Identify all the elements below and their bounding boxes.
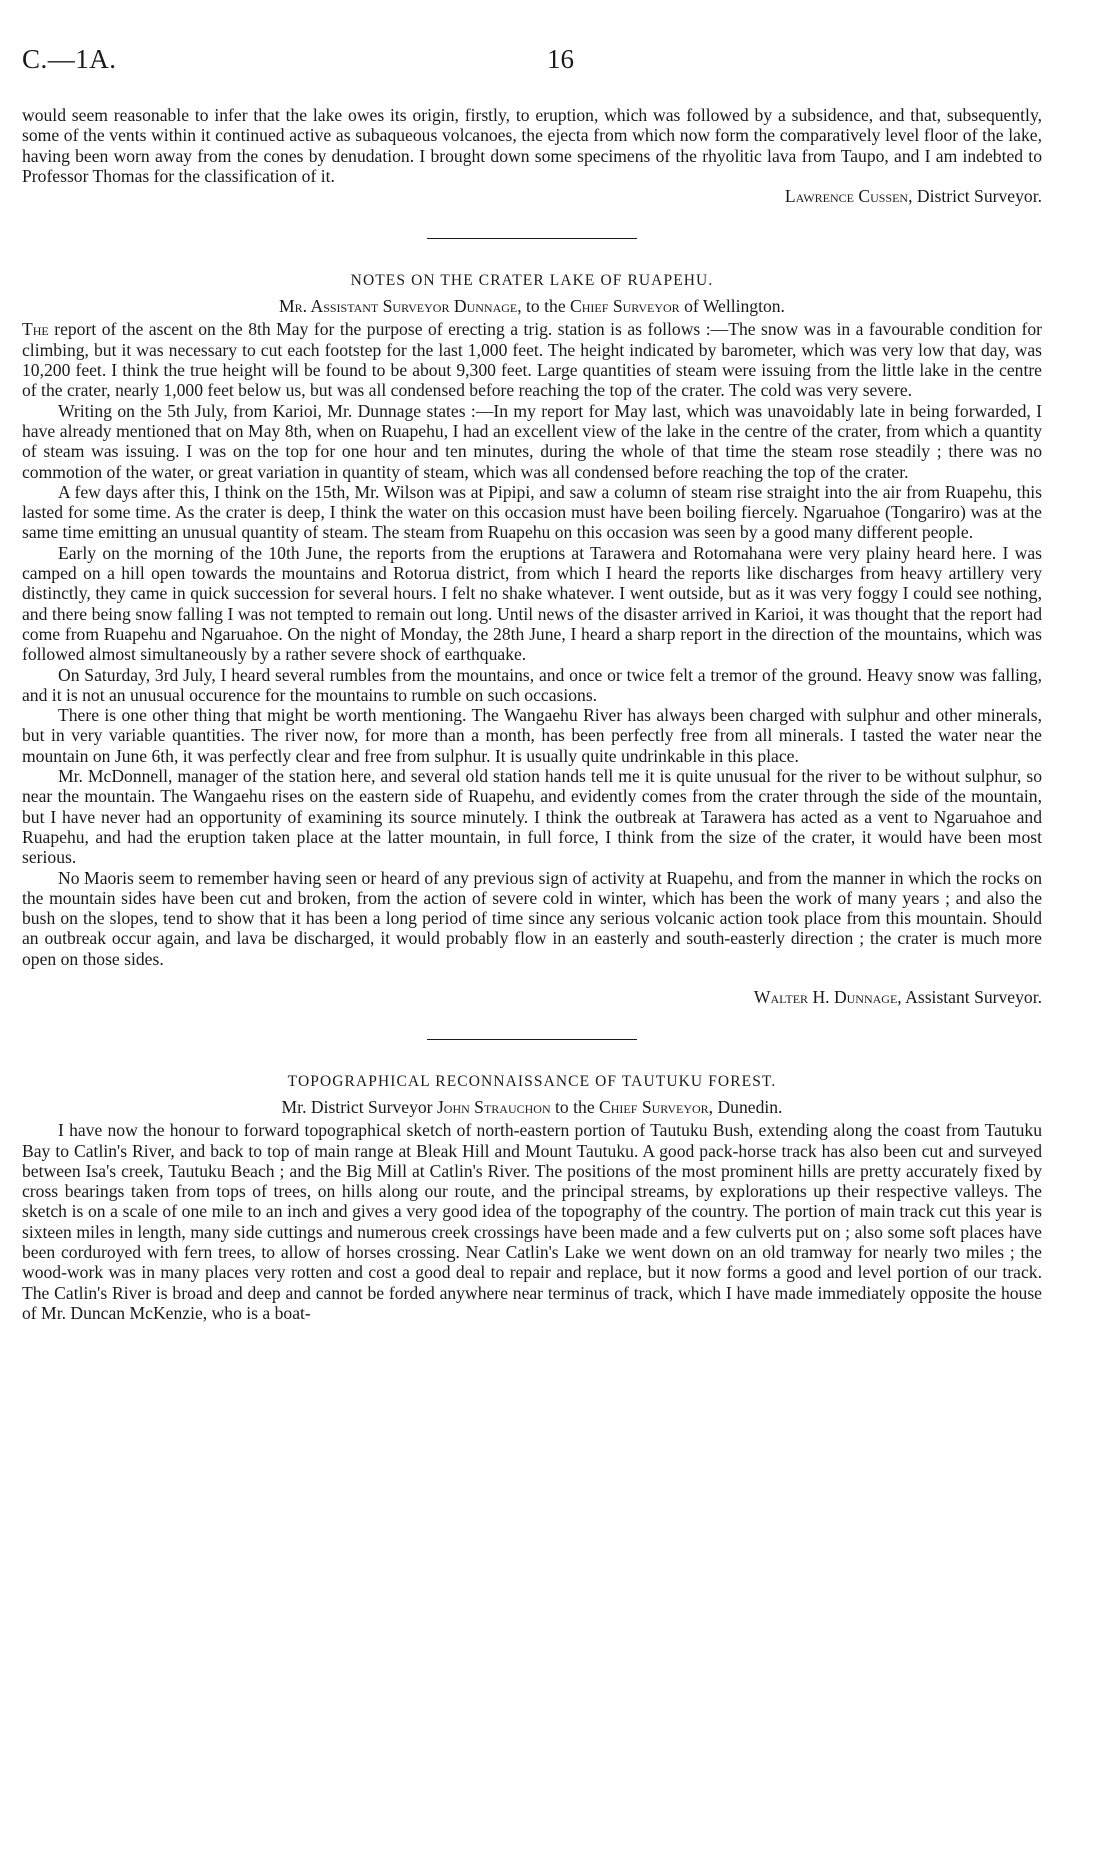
subheading-from: Mr. Assistant Surveyor Dunnage,	[279, 296, 522, 317]
section-heading: NOTES ON THE CRATER LAKE OF RUAPEHU.	[350, 272, 714, 290]
signature-title: Assistant Surveyor.	[905, 986, 1042, 1007]
paragraph: A few days after this, I think on the 15th, Mr. Wilson was at Pipipi, and saw a column of steam rise straight into the air from Ruapehu, this lasted for some time. As the crater is deep, I think the water on this occasion must have been boiling fiercely. Ngaruahoe (Tongariro) was at the same time emitting an unusual quantity of steam. The steam from Ruapehu on this occasion was seen by a good many different people.	[22, 481, 1042, 543]
signature-line	[22, 186, 1042, 206]
cussen-report-section	[22, 105, 1042, 206]
section-subheading	[22, 1096, 1042, 1118]
signature-title: District Surveyor.	[916, 186, 1042, 207]
section-divider	[427, 238, 637, 239]
subheading-to: Chief Surveyor,	[599, 1097, 714, 1118]
subheading-place: Dunedin.	[717, 1097, 783, 1118]
paragraph: Early on the morning of the 10th June, the reports from the eruptions at Tarawera and Rotomahana were very plainy heard here. I was camped on a hill open towards the mountains and Rotorua district, from which I heard the reports like discharges from heavy artillery very distinctly, they came in quick succession for several hours. I felt no shake whatever. I went outside, but as it was very foggy I could see nothing, and there being snow falling I was not tempted to remain out long. Until news of the disaster arrived in Karioi, it was thought that the report had come from Ruapehu and Ngaruahoe. On the night of Monday, the 28th June, I heard a sharp report in the direction of the mountains, which was followed almost simultaneously by a rather severe shock of earthquake.	[22, 542, 1042, 665]
section-divider	[427, 1039, 637, 1040]
section-subheading	[22, 295, 1042, 317]
subheading-to-word: to the	[526, 296, 566, 317]
subheading-to-word: to the	[555, 1097, 595, 1118]
subheading-from: John Strauchon	[436, 1097, 551, 1118]
opening-word: The	[22, 319, 49, 340]
paragraph: I have now the honour to forward topographical sketch of north-eastern portion of Tautuku Bush, extending along the coast from Tautuku Bay to Catlin's River, and back to top of main range at Bleak Hill and Mount Tautuku. A good pack-horse track has also been cut and surveyed between Isa's creek, Tautuku Beach ; and the Big Mill at Catlin's River. The positions of the most prominent hills are pretty accurately fixed by cross bearings taken from tops of trees, on hills along our route, and the principal streams, by explorations up their respective valleys. The sketch is on a scale of one mile to an inch and gives a very good idea of the topography of the country. The portion of main track cut this year is sixteen miles in length, many side cuttings and numerous creek crossings have been made and a few culverts put on ; also some soft places have been corduroyed with fern trees, to allow of horses crossing. Near Catlin's Lake we went down on an old tramway for nearly two miles ; the wood-work was in many places very rotten and cost a good deal to repair and replace, but it now forms a good and level portion of our track. The Catlin's River is broad and deep and cannot be forded anywhere near terminus of track, which I have made immediately opposite the house of Mr. Duncan McKenzie, who is a boat-	[22, 1120, 1042, 1323]
paragraph	[22, 319, 1042, 400]
subheading-place: of Wellington.	[684, 296, 785, 317]
page-body	[22, 105, 1042, 1323]
signature-name: Walter H. Dunnage,	[753, 986, 902, 1007]
paragraph: would seem reasonable to infer that the lake owes its origin, firstly, to eruption, which was followed by a subsidence, and that, subsequently, some of the vents within it continued active as subaqueous volcanoes, the ejecta from which now form the comparatively level floor of the lake, having been worn away from the cones by denudation. I brought down some specimens of the rhyolitic lava from Taupo, and I am indebted to Professor Thomas for the classification of it.	[22, 105, 1042, 186]
subheading-to: Chief Surveyor	[570, 296, 680, 317]
page-header	[22, 44, 1084, 76]
ruapehu-notes-section	[22, 271, 1042, 1007]
subheading-from-prefix: Mr. District Surveyor	[281, 1097, 433, 1118]
paragraph: On Saturday, 3rd July, I heard several rumbles from the mountains, and once or twice felt a tremor of the ground. Heavy snow was falling, and it is not an unusual occurence for the mountains to rumble on such occasions.	[22, 664, 1042, 705]
paragraph: Mr. McDonnell, manager of the station here, and several old station hands tell me it is quite unusual for the river to be without sulphur, so near the mountain. The Wangaehu rises on the eastern side of Ruapehu, and evidently comes from the crater through the side of the mountain, but I have never had an opportunity of examining its source minutely. I think the outbreak at Tarawera has acted as a vent to Ngaruahoe and Ruapehu, and had the eruption taken place at the latter mountain, in full force, I think from the size of the crater, it would have been most serious.	[22, 766, 1042, 868]
page-number: 16	[547, 44, 574, 74]
paragraph: There is one other thing that might be worth mentioning. The Wangaehu River has always been charged with sulphur and other minerals, but in very variable quantities. The river now, for more than a month, has been perfectly free from all minerals. I tasted the water near the mountain on June 6th, it was perfectly clear and free from sulphur. It is usually quite undrinkable in this place.	[22, 705, 1042, 766]
paragraph: No Maoris seem to remember having seen or heard of any previous sign of activity at Ruapehu, and from the manner in which the rocks on the mountain sides have been cut and broken, from the action of severe cold in winter, which has been the work of many years ; and also the bush on the slopes, tend to show that it has been a long period of time since any serious volcanic action took place from this mountain. Should an outbreak occur again, and lava be discharged, it would probably flow in an easterly and south-easterly direction ; the crater is much more open on those sides.	[22, 867, 1042, 969]
paragraph-text: report of the ascent on the 8th May for the purpose of erecting a trig. station is as follows :—The snow was in a favourable condition for climbing, but it was necessary to cut each footstep for the last 1,000 feet. The height indicated by barometer, which was very low that day, was 10,200 feet. I think the true height will be found to be about 9,300 feet. Large quantities of steam were issuing from the little lake in the centre of the crater, nearly 1,000 feet below us, but was all condensed before reaching the top of the crater. The cold was very severe.	[22, 319, 1042, 401]
section-heading: TOPOGRAPHICAL RECONNAISSANCE OF TAUTUKU FOREST.	[287, 1073, 777, 1091]
signature-name: Lawrence Cussen,	[784, 186, 913, 207]
paragraph: Writing on the 5th July, from Karioi, Mr. Dunnage states :—In my report for May last, which was unavoidably late in being forwarded, I have already mentioned that on May 8th, when on Ruapehu, I had an excellent view of the lake in the centre of the crater, from which a quantity of steam was issuing. I was on the top for one hour and ten minutes, during the whole of that time the steam rose steadily ; there was no commotion of the water, or great variation in quantity of steam, which was all condensed before reaching the top of the crater.	[22, 400, 1042, 482]
signature-line	[22, 987, 1042, 1007]
tautuku-reconnaissance-section	[22, 1072, 1042, 1323]
document-id: C.—1A.	[22, 44, 117, 74]
